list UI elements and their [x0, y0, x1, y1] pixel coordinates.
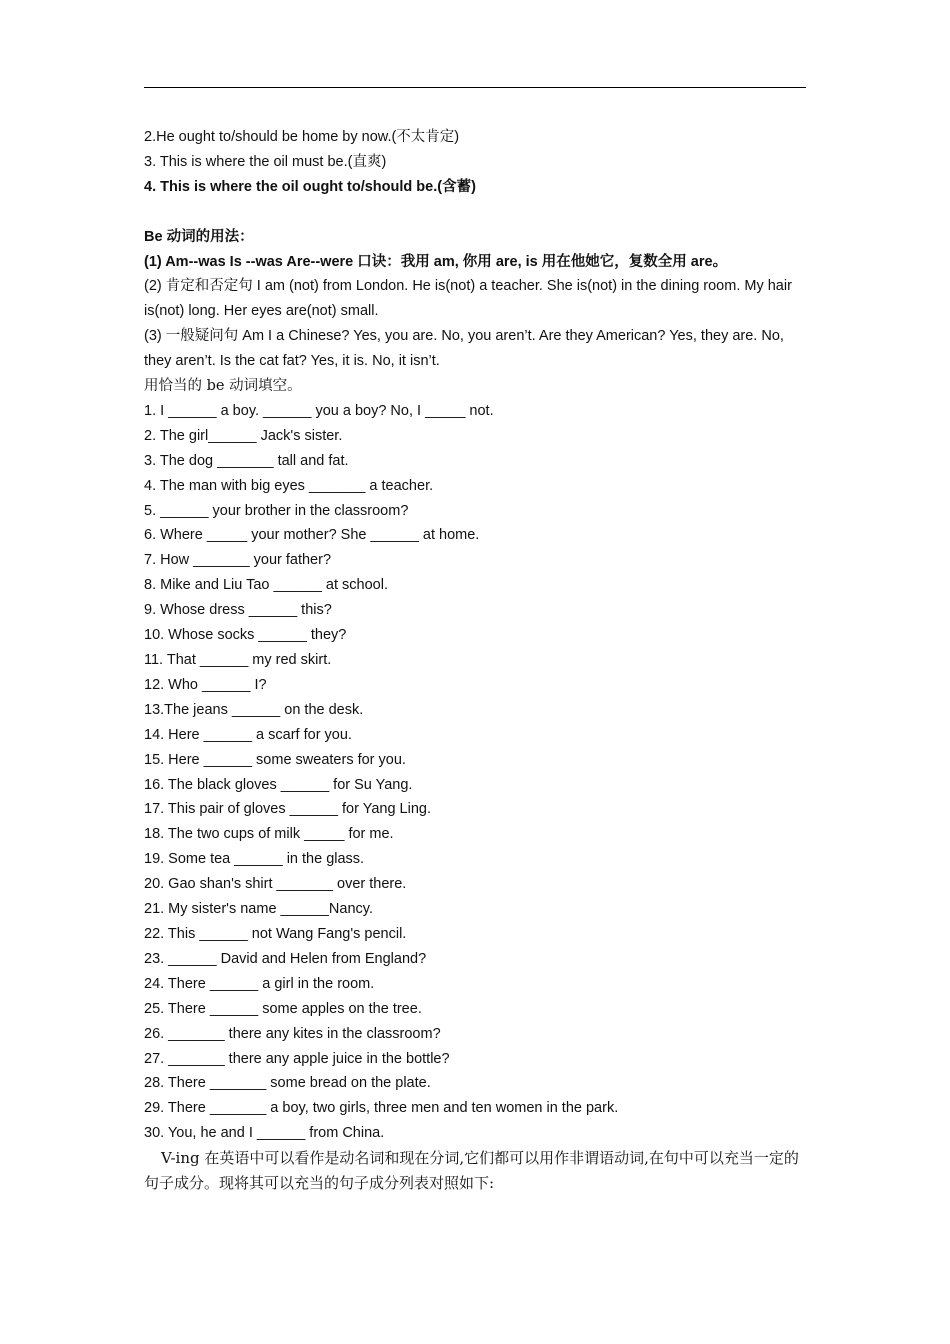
exercise-item: 20. Gao shan's shirt _______ over there.	[144, 876, 407, 893]
text-line: 3. This is where the oil must be.(直爽)	[144, 153, 387, 170]
exercise-item: 25. There ______ some apples on the tree.	[144, 1000, 422, 1017]
exercise-item: 5. ______ your brother in the classroom?	[144, 502, 409, 519]
exercise-item: 18. The two cups of milk _____ for me.	[144, 826, 394, 843]
exercise-list	[144, 399, 809, 1146]
exercise-item: 28. There _______ some bread on the plate.	[144, 1075, 431, 1092]
header-rule	[144, 87, 806, 88]
exercise-item: 9. Whose dress ______ this?	[144, 602, 332, 619]
exercise-item: 3. The dog _______ tall and fat.	[144, 452, 349, 469]
ving-paragraph: V-ing 在英语中可以看作是动名词和现在分词,它们都可以用作非谓语动词,在句中可以充当一定的句子成分。现将其可以充当的句子成分列表对照如下:	[144, 1149, 799, 1193]
section-heading: Be 动词的用法：	[144, 228, 254, 245]
exercise-item: 10. Whose socks ______ they?	[144, 627, 347, 644]
exercise-item: 26. _______ there any kites in the classroom?	[144, 1025, 441, 1042]
exercise-item: 12. Who ______ I?	[144, 676, 267, 693]
exercise-item: 21. My sister's name ______Nancy.	[144, 901, 373, 918]
exercise-item: 6. Where _____ your mother? She ______ at home.	[144, 527, 480, 544]
exercise-item: 8. Mike and Liu Tao ______ at school.	[144, 577, 388, 594]
exercise-item: 16. The black gloves ______ for Su Yang.	[144, 776, 413, 793]
be-rule-1: (1) Am--was Is --was Are--were 口诀：我用 am, 你用 are, is 用在他她它，复数全用 are。	[144, 253, 728, 270]
exercise-item: 19. Some tea ______ in the glass.	[144, 851, 365, 868]
exercise-item: 7. How _______ your father?	[144, 552, 332, 569]
text-line: 2.He ought to/should be home by now.(不太肯定)	[144, 129, 460, 145]
exercise-item: 30. You, he and I ______ from China.	[144, 1125, 385, 1142]
blank-line	[144, 200, 809, 225]
exercise-item: 2. The girl______ Jack's sister.	[144, 427, 343, 444]
exercise-item: 23. ______ David and Helen from England?	[144, 950, 427, 967]
exercise-item: 22. This ______ not Wang Fang's pencil.	[144, 925, 407, 942]
exercise-title: 用恰当的 be 动词填空。	[144, 378, 302, 395]
exercise-item: 24. There ______ a girl in the room.	[144, 975, 375, 992]
document-body	[144, 125, 809, 1196]
be-rule-2: (2) 肯定和否定句 I am (not) from London. He is(not) a teacher. She is(not) in the dining room. My hair is(not) long. Her eyes are(not) small.	[144, 278, 792, 320]
exercise-item: 1. I ______ a boy. ______ you a boy? No, I _____ not.	[144, 402, 494, 419]
exercise-item: 14. Here ______ a scarf for you.	[144, 726, 352, 743]
exercise-item: 29. There _______ a boy, two girls, three men and ten women in the park.	[144, 1100, 619, 1117]
be-rule-3: (3) 一般疑问句 Am I a Chinese? Yes, you are. No, you aren’t. Are they American? Yes, they are. No, they aren’t. Is the cat fat? Yes, it is. No, it isn’t.	[144, 328, 784, 370]
exercise-item: 11. That ______ my red skirt.	[144, 652, 332, 669]
exercise-item: 4. The man with big eyes _______ a teacher.	[144, 477, 434, 494]
exercise-item: 17. This pair of gloves ______ for Yang Ling.	[144, 801, 431, 818]
exercise-item: 15. Here ______ some sweaters for you.	[144, 751, 406, 768]
text-line-bold: 4. This is where the oil ought to/should be.(含蓄)	[144, 178, 476, 195]
exercise-item: 13.The jeans ______ on the desk.	[144, 701, 364, 718]
exercise-item: 27. _______ there any apple juice in the bottle?	[144, 1050, 450, 1067]
